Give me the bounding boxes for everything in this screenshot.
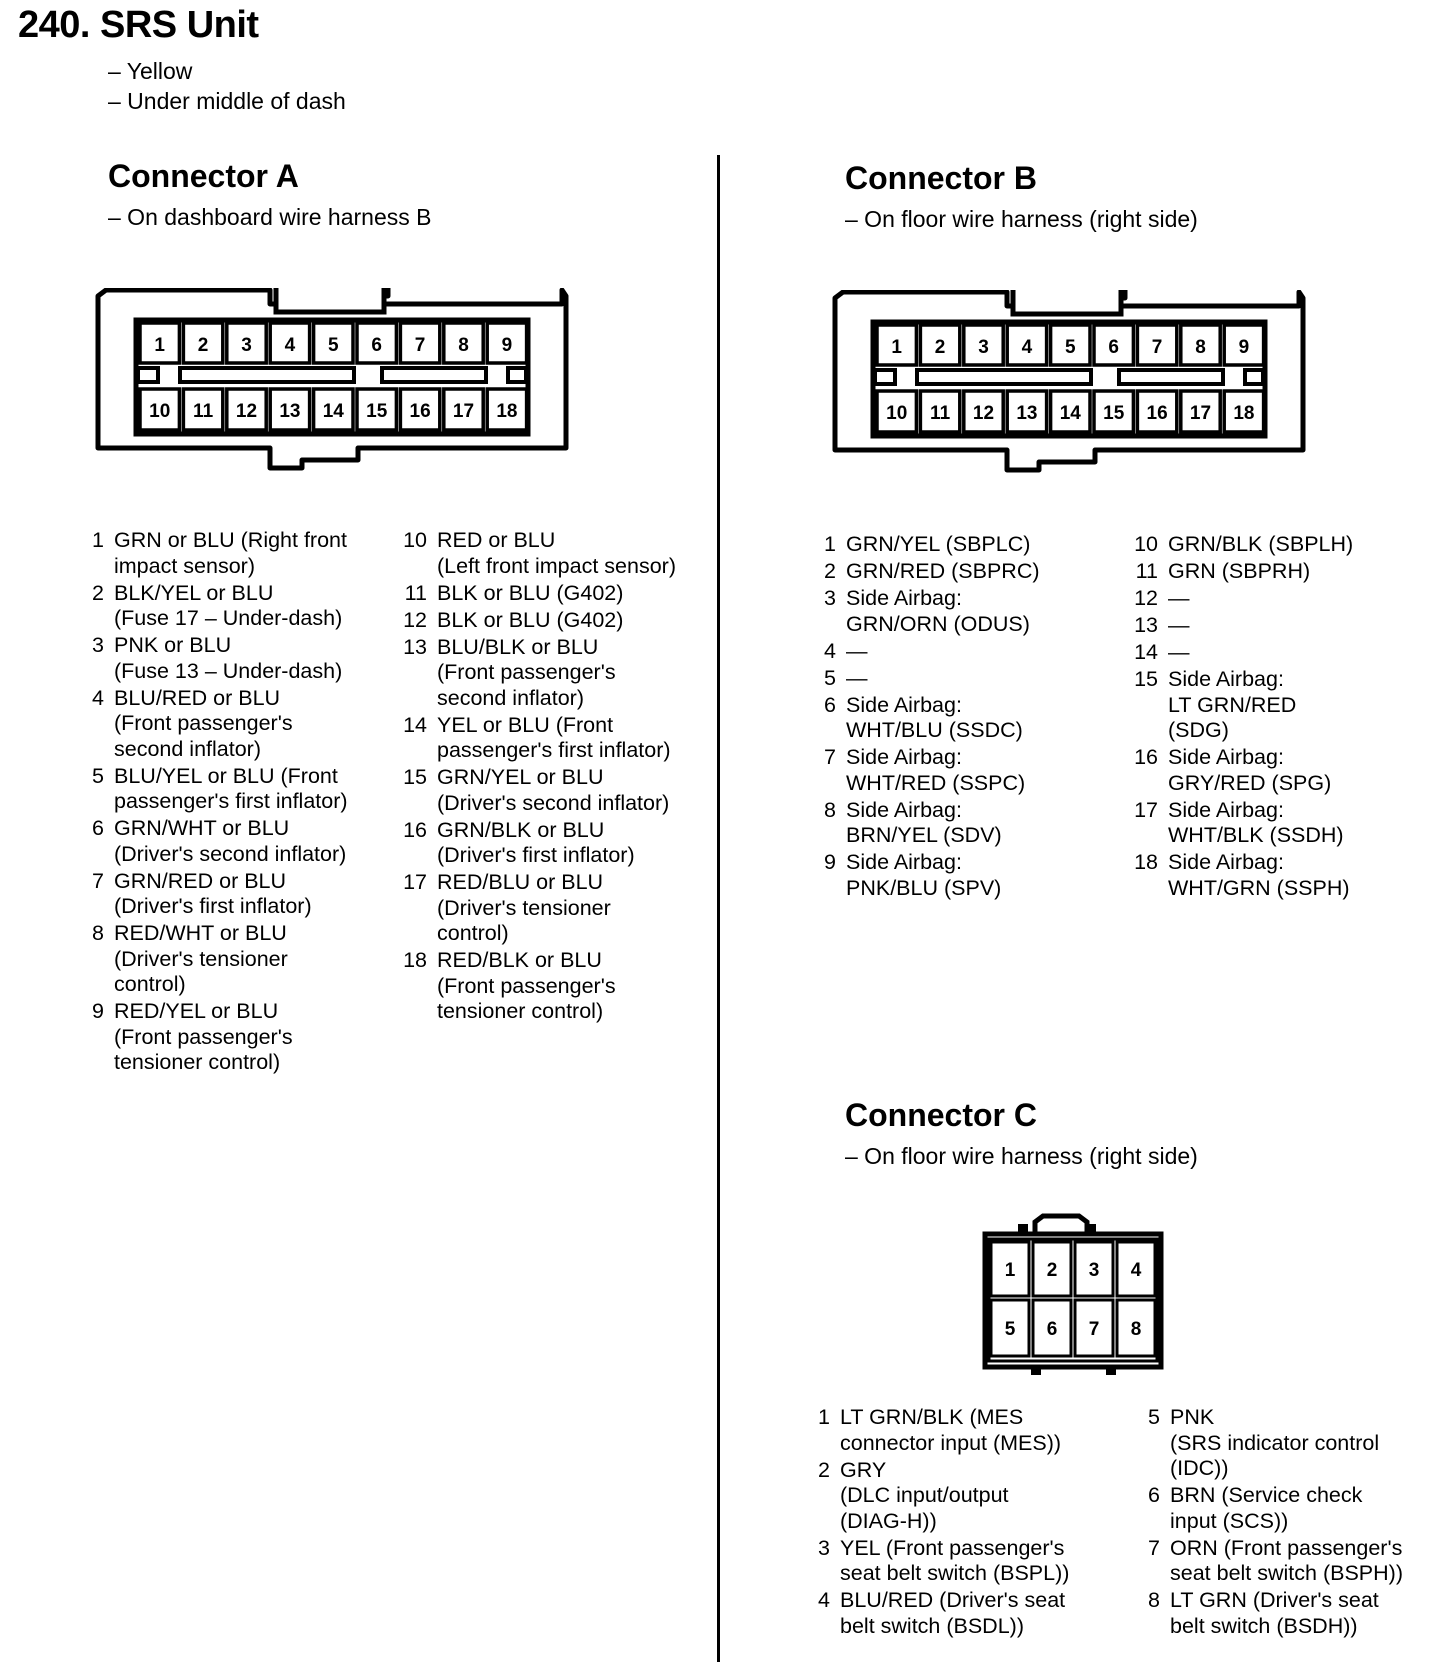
pin-number: 11 (404, 580, 427, 605)
connector-b-cell-label-13: 13 (1016, 403, 1038, 424)
pin-description: BLU/BLK or BLU (Front passenger's second inflator) (437, 634, 616, 710)
pin-number: 8 (92, 921, 104, 945)
pin-number: 18 (403, 948, 427, 972)
connector-b-diagram (829, 290, 1349, 495)
pin-number: 5 (824, 665, 836, 690)
connector-b-key-right (1245, 370, 1263, 384)
pin-description: LT GRN/BLK (MES connector input (MES)) (840, 1405, 1062, 1455)
connector-c-cell-label-1: 1 (1004, 1260, 1016, 1281)
pin-number: 12 (1134, 586, 1158, 610)
pin-description: GRN/BLK (SBPLH) (1168, 532, 1354, 556)
connector-c-pin-list-1 (798, 1405, 1069, 1641)
connector-c-cell-label-3: 3 (1088, 1260, 1100, 1281)
pin-description: GRN/RED (SBPRC) (846, 559, 1040, 583)
pin-description: BLK or BLU (G402) (437, 580, 624, 605)
pin-number: 13 (403, 634, 427, 659)
connector-b-cell-label-15: 15 (1103, 403, 1125, 424)
pin-number: 1 (824, 532, 836, 556)
connector-b-pin-4 (804, 639, 1040, 665)
pin-number: 3 (92, 633, 104, 657)
connector-c-cell-label-6: 6 (1046, 1319, 1058, 1340)
pin-number: 5 (1148, 1405, 1160, 1429)
pin-number: 4 (92, 685, 104, 710)
pin-number: 6 (824, 692, 836, 717)
connector-a-latch (276, 288, 384, 312)
connector-a-pin-16 (395, 818, 676, 869)
pin-description: ORN (Front passenger's seat belt switch (BSPH)) (1170, 1535, 1403, 1585)
pin-number: 18 (1134, 850, 1158, 874)
connector-b-cell-label-3: 3 (978, 337, 989, 358)
connector-a-pin-14 (395, 713, 676, 764)
connector-b-pin-8 (804, 798, 1040, 849)
pin-description: GRN/YEL (SBPLC) (846, 532, 1031, 556)
connector-a-pin-list-2 (395, 528, 676, 1026)
connector-b-latch (1013, 290, 1121, 314)
pin-description: RED/WHT or BLU (Driver's tensioner control) (114, 921, 288, 996)
connector-a-pin-8 (72, 921, 348, 998)
connector-a-pin-10 (395, 528, 676, 579)
connector-c-cell-label-5: 5 (1004, 1319, 1016, 1340)
pin-number: 10 (1134, 532, 1158, 556)
connector-b-pin-2 (804, 559, 1040, 585)
connector-b-cell-label-2: 2 (934, 337, 946, 358)
pin-number: 6 (92, 816, 104, 840)
pin-number: 12 (403, 607, 427, 632)
connector-a-cell-label-12: 12 (235, 401, 258, 422)
connector-b-key-right-mid (1119, 370, 1223, 384)
connector-a-pin-15 (395, 765, 676, 816)
connector-b-cell-label-6: 6 (1108, 337, 1119, 358)
pin-description: — (1168, 586, 1190, 610)
pin-description: Side Airbag: WHT/RED (SSPC) (846, 745, 1026, 795)
connector-a-title: Connector A (108, 158, 299, 194)
connector-a-pin-17 (395, 870, 676, 947)
connector-b-pin-18 (1126, 850, 1353, 901)
connector-a-location: – On dashboard wire harness B (108, 204, 432, 230)
connector-a-cell-label-13: 13 (279, 401, 301, 422)
connector-c-foot-right (1106, 1367, 1116, 1375)
page-title: 240. SRS Unit (18, 4, 259, 46)
pin-number: 11 (1135, 559, 1158, 583)
pin-description: Side Airbag: PNK/BLU (SPV) (846, 850, 1002, 900)
pin-description: — (1168, 640, 1190, 664)
pin-description: BLU/YEL or BLU (Front passenger's first inflator) (114, 763, 348, 813)
connector-c-pin-2 (798, 1458, 1069, 1535)
pin-number: 8 (1148, 1588, 1160, 1612)
connector-a-cell-label-15: 15 (366, 401, 388, 422)
pin-description: — (846, 665, 868, 690)
connector-b-pin-5 (804, 666, 1040, 692)
pin-number: 2 (92, 580, 104, 605)
connector-a-pin-5 (72, 764, 348, 815)
connector-b-pin-list-1 (804, 532, 1040, 903)
connector-a-key-mid (180, 368, 354, 382)
pin-number: 9 (824, 850, 836, 874)
connector-b-pin-7 (804, 745, 1040, 796)
connector-a-cell-label-9: 9 (501, 335, 513, 356)
column-divider (717, 155, 720, 1662)
pin-description: GRN (SBPRH) (1168, 559, 1311, 583)
pin-number: 17 (403, 870, 427, 894)
pin-description: BLU/RED or BLU (Front passenger's second inflator) (114, 685, 293, 761)
connector-b-cell-label-8: 8 (1195, 337, 1206, 358)
pin-description: PNK (SRS indicator control (IDC)) (1170, 1405, 1380, 1480)
connector-c-pin-4 (798, 1588, 1069, 1639)
connector-a-pin-12 (395, 608, 676, 634)
connector-c-location: – On floor wire harness (right side) (845, 1143, 1198, 1169)
connector-a-pin-2 (72, 581, 348, 632)
connector-b-location: – On floor wire harness (right side) (845, 206, 1198, 232)
pin-number: 13 (1134, 613, 1158, 637)
pin-description: — (1168, 613, 1190, 637)
connector-a-pin-13 (395, 635, 676, 712)
connector-a-cell-label-7: 7 (414, 335, 426, 356)
pin-number: 6 (1148, 1483, 1160, 1507)
pin-description: GRN/YEL or BLU (Driver's second inflator) (437, 765, 670, 815)
connector-b-pin-17 (1126, 798, 1353, 849)
pin-description: GRY (DLC input/output (DIAG-H)) (840, 1457, 1009, 1533)
pin-number: 16 (1134, 745, 1158, 769)
pin-description: Side Airbag: WHT/GRN (SSPH) (1168, 850, 1350, 900)
connector-b-pin-14 (1126, 640, 1353, 666)
connector-c-cell-label-2: 2 (1046, 1260, 1058, 1281)
pin-number: 15 (1134, 667, 1158, 691)
pin-description: RED/BLU or BLU (Driver's tensioner control) (437, 870, 611, 945)
connector-c-cell-label-7: 7 (1088, 1319, 1100, 1340)
connector-a-cell-label-18: 18 (496, 401, 518, 422)
pin-description: GRN/RED or BLU (Driver's first inflator) (114, 868, 312, 918)
connector-a-diagram (92, 288, 612, 493)
connector-a-cell-label-16: 16 (409, 401, 431, 422)
pin-description: — (846, 638, 868, 663)
connector-a-pin-6 (72, 816, 348, 867)
connector-c-pin-6 (1128, 1483, 1403, 1534)
connector-c-cell-label-8: 8 (1130, 1319, 1142, 1340)
pin-description: Side Airbag: GRN/ORN (ODUS) (846, 586, 1030, 636)
connector-c-cell-label-4: 4 (1130, 1260, 1142, 1281)
pin-description: GRN/BLK or BLU (Driver's first inflator) (437, 817, 635, 867)
connector-a-pin-list-1 (72, 528, 348, 1077)
connector-c-title: Connector C (845, 1097, 1037, 1133)
connector-a-pin-18 (395, 948, 676, 1025)
pin-number: 4 (818, 1588, 830, 1612)
pin-number: 14 (403, 712, 427, 737)
pin-number: 7 (1148, 1535, 1160, 1560)
pin-description: BLU/RED (Driver's seat belt switch (BSDL)) (840, 1588, 1066, 1638)
pin-description: Side Airbag: WHT/BLK (SSDH) (1168, 797, 1344, 847)
pin-description: PNK or BLU (Fuse 13 – Under-dash) (114, 633, 343, 683)
pin-description: BLK/YEL or BLU (Fuse 17 – Under-dash) (114, 580, 343, 630)
connector-b-pin-6 (804, 693, 1040, 744)
pin-description: LT GRN (Driver's seat belt switch (BSDH)) (1170, 1588, 1379, 1638)
connector-b-cell-label-11: 11 (930, 403, 951, 424)
connector-c-pin-1 (798, 1405, 1069, 1456)
pin-number: 7 (92, 868, 104, 893)
pin-number: 9 (92, 999, 104, 1023)
connector-a-cell-label-2: 2 (197, 335, 209, 356)
connector-a-key-right (508, 368, 526, 382)
connector-b-pin-1 (804, 532, 1040, 558)
connector-b-pin-10 (1126, 532, 1353, 558)
connector-a-pin-9 (72, 999, 348, 1076)
pin-description: GRN or BLU (Right front impact sensor) (114, 528, 347, 578)
pin-description: Side Airbag: GRY/RED (SPG) (1168, 745, 1332, 795)
connector-a-key-left (138, 368, 158, 382)
connector-b-pin-15 (1126, 667, 1353, 744)
connector-a-cell-label-17: 17 (452, 401, 475, 422)
connector-b-pin-12 (1126, 586, 1353, 612)
connector-b-pin-9 (804, 850, 1040, 901)
connector-b-key-mid (917, 370, 1091, 384)
connector-b-cell-label-16: 16 (1146, 403, 1168, 424)
pin-description: Side Airbag: WHT/BLU (SSDC) (846, 692, 1023, 742)
pin-number: 15 (403, 765, 427, 789)
pin-description: RED or BLU (Left front impact sensor) (437, 528, 676, 578)
connector-b-pin-3 (804, 586, 1040, 637)
connector-b-cell-label-9: 9 (1238, 337, 1250, 358)
connector-a-key-right-mid (382, 368, 486, 382)
pin-number: 14 (1134, 640, 1158, 664)
connector-c-pin-8 (1128, 1588, 1403, 1639)
pin-number: 5 (92, 763, 104, 788)
connector-b-cell-label-7: 7 (1151, 337, 1163, 358)
connector-b-pin-list-2 (1126, 532, 1353, 903)
connector-a-cell-label-1: 1 (154, 335, 165, 356)
pin-number: 1 (92, 528, 104, 552)
pin-description: Side Airbag: BRN/YEL (SDV) (846, 797, 1002, 847)
pin-number: 2 (818, 1457, 830, 1482)
pin-description: RED/BLK or BLU (Front passenger's tensioner control) (437, 948, 616, 1023)
connector-a-pin-3 (72, 633, 348, 684)
connector-a-cell-label-10: 10 (149, 401, 171, 422)
connector-c-foot-left (1031, 1367, 1041, 1375)
connector-a-cell-label-4: 4 (284, 335, 296, 356)
pin-number: 7 (824, 745, 836, 769)
pin-description: BLK or BLU (G402) (437, 607, 624, 632)
pin-number: 3 (818, 1535, 830, 1560)
pin-description: YEL (Front passenger's seat belt switch (BSPL)) (840, 1535, 1070, 1585)
pin-number: 17 (1134, 797, 1158, 822)
pin-description: Side Airbag: LT GRN/RED (SDG) (1168, 667, 1297, 742)
connector-a-cell-label-14: 14 (322, 401, 344, 422)
connector-b-cell-label-17: 17 (1189, 403, 1212, 424)
subtitle-color: – Yellow (108, 58, 193, 84)
pin-number: 2 (824, 559, 836, 583)
connector-b-pin-11 (1126, 559, 1353, 585)
connector-b-pin-16 (1126, 745, 1353, 796)
pin-number: 16 (403, 817, 427, 842)
connector-c-pin-3 (798, 1536, 1069, 1587)
connector-c-pin-list-2 (1128, 1405, 1403, 1641)
connector-a-cell-label-6: 6 (371, 335, 382, 356)
subtitle-location: – Under middle of dash (108, 88, 346, 114)
pin-number: 10 (403, 528, 427, 552)
connector-c-diagram (975, 1212, 1195, 1382)
connector-b-pin-13 (1126, 613, 1353, 639)
connector-b-cell-label-18: 18 (1233, 403, 1255, 424)
connector-b-cell-label-5: 5 (1065, 337, 1076, 358)
connector-a-pin-7 (72, 869, 348, 920)
connector-a-pin-11 (395, 581, 676, 607)
connector-b-cell-label-4: 4 (1021, 337, 1033, 358)
connector-c-pin-5 (1128, 1405, 1403, 1482)
pin-description: GRN/WHT or BLU (Driver's second inflator) (114, 816, 347, 866)
connector-b-cell-label-10: 10 (886, 403, 908, 424)
connector-b-cell-label-1: 1 (891, 337, 902, 358)
pin-description: RED/YEL or BLU (Front passenger's tensioner control) (114, 999, 293, 1074)
connector-a-cell-label-11: 11 (193, 401, 214, 422)
connector-c-latch (1035, 1216, 1087, 1232)
pin-number: 1 (818, 1405, 830, 1429)
pin-description: YEL or BLU (Front passenger's first inflator) (437, 712, 671, 762)
connector-b-cell-label-12: 12 (972, 403, 995, 424)
pin-number: 4 (824, 638, 836, 663)
connector-a-pin-4 (72, 686, 348, 763)
connector-a-pin-1 (72, 528, 348, 579)
connector-a-cell-label-8: 8 (458, 335, 469, 356)
connector-a-cell-label-3: 3 (241, 335, 252, 356)
pin-description: BRN (Service check input (SCS)) (1170, 1483, 1363, 1533)
connector-a-cell-label-5: 5 (328, 335, 339, 356)
connector-b-key-left (875, 370, 895, 384)
connector-b-title: Connector B (845, 160, 1037, 196)
connector-b-cell-label-14: 14 (1059, 403, 1081, 424)
connector-c-pin-7 (1128, 1536, 1403, 1587)
pin-number: 8 (824, 797, 836, 822)
pin-number: 3 (824, 586, 836, 610)
